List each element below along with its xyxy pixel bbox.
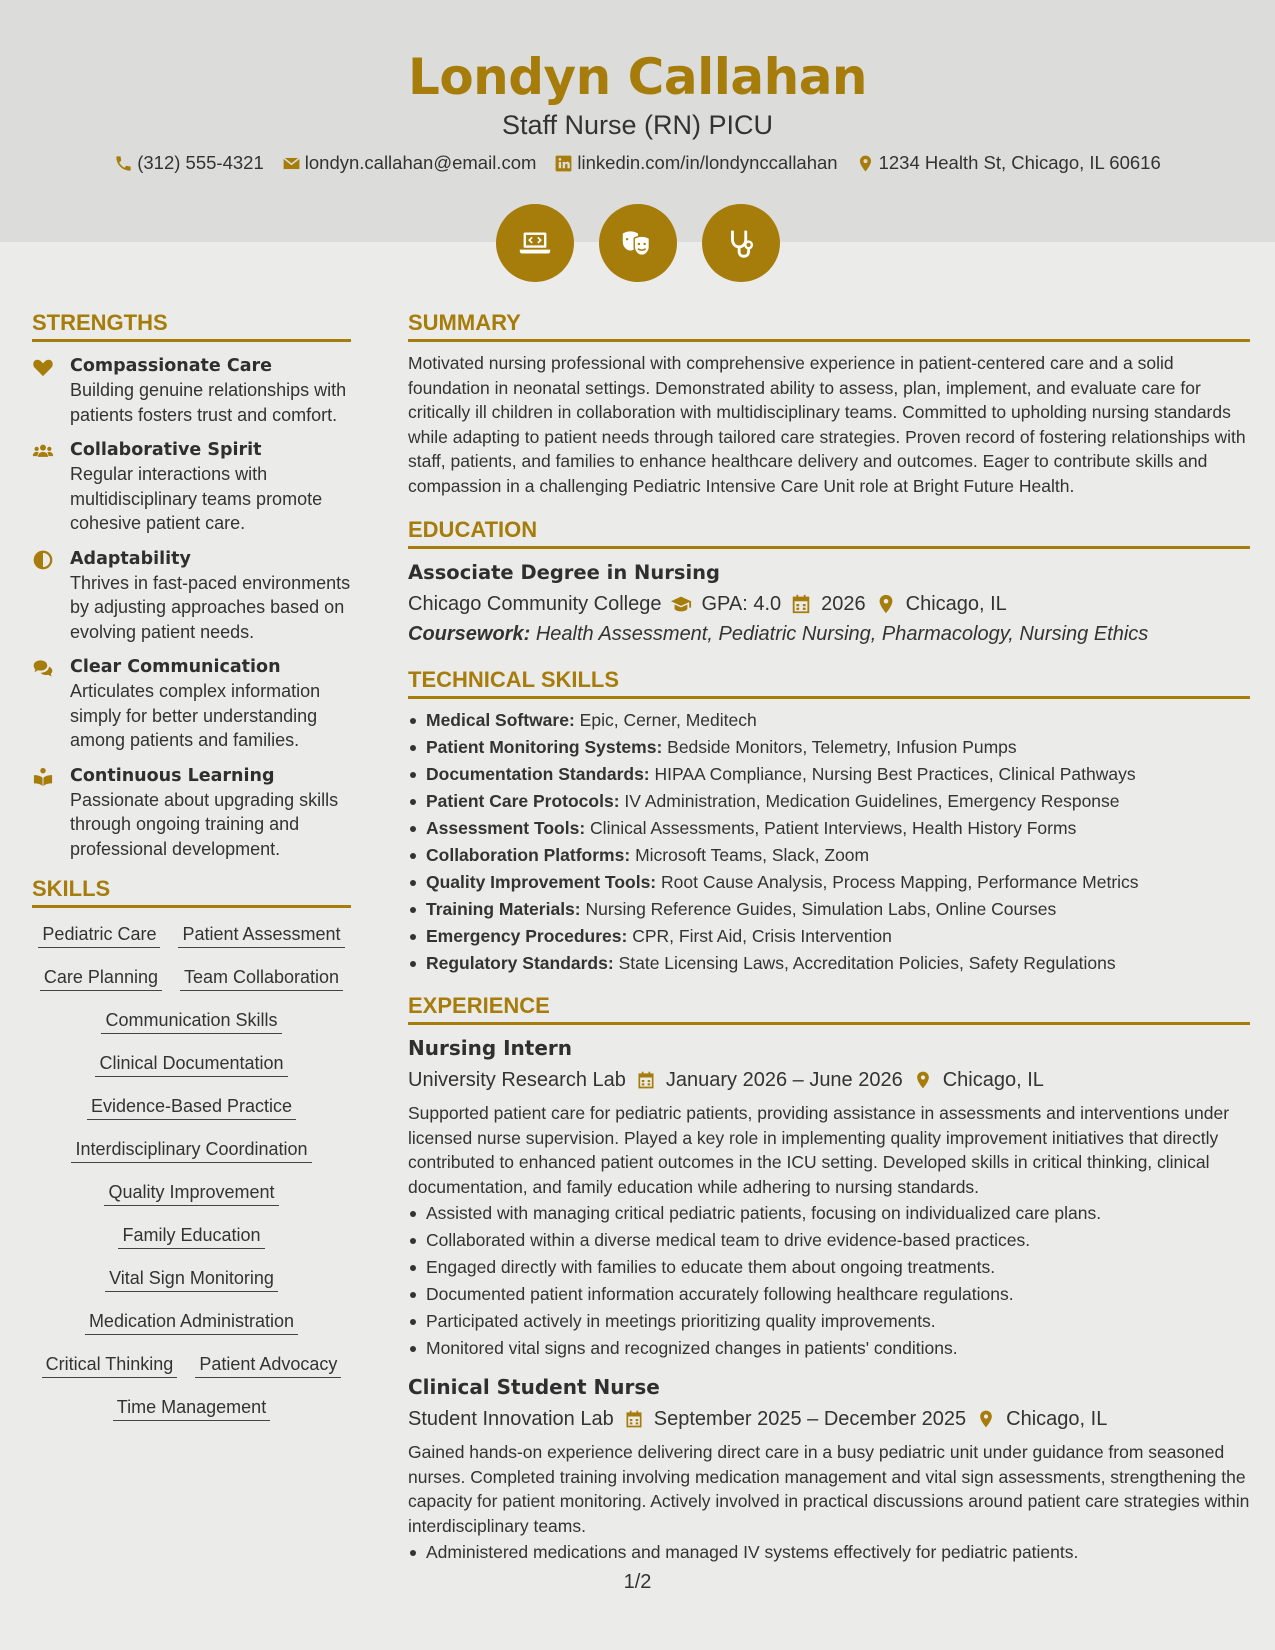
skill-tag: Critical Thinking	[42, 1352, 178, 1378]
list-item: Collaborated within a diverse medical team to drive evidence-based practices.	[408, 1227, 1250, 1254]
graduation-year: 2026	[821, 593, 866, 615]
linkedin-icon	[554, 154, 573, 173]
envelope-icon	[282, 154, 301, 173]
contact-bar	[0, 152, 1275, 174]
list-item: Documentation Standards: HIPAA Compliance, Nursing Best Practices, Clinical Pathways	[408, 761, 1250, 788]
list-item: Administered medications and managed IV systems effectively for pediatric patients.	[408, 1539, 1250, 1566]
linkedin-text: linkedin.com/in/londynccallahan	[577, 152, 838, 173]
map-marker-icon	[875, 593, 897, 615]
skill-tag: Patient Assessment	[178, 922, 344, 948]
skill-tag: Pediatric Care	[38, 922, 160, 948]
map-marker-icon	[856, 154, 875, 173]
skill-tag: Family Education	[118, 1223, 264, 1249]
header-badges	[0, 204, 1275, 282]
job-location: Chicago, IL	[1006, 1408, 1108, 1430]
list-item: Emergency Procedures: CPR, First Aid, Crisis Intervention	[408, 923, 1250, 950]
list-item: Patient Monitoring Systems: Bedside Monitors, Telemetry, Infusion Pumps	[408, 734, 1250, 761]
contact-phone	[114, 152, 264, 174]
education-details	[408, 591, 1250, 617]
strength-title: Adaptability	[70, 548, 191, 569]
candidate-name: Londyn Callahan	[407, 48, 868, 106]
strength-title: Compassionate Care	[70, 356, 273, 376]
address-text: 1234 Health St, Chicago, IL 60616	[878, 152, 1161, 173]
contact-linkedin[interactable]	[554, 152, 837, 174]
strengths-list	[32, 354, 351, 861]
strength-desc: Regular interactions with multidisciplinary teams promote cohesive patient care.	[70, 464, 323, 533]
list-item: Monitored vital signs and recognized changes in patients' conditions.	[408, 1335, 1250, 1362]
strength-item	[32, 655, 351, 753]
strength-title: Collaborative Spirit	[70, 440, 262, 460]
strength-item	[32, 354, 351, 427]
list-item: Assessment Tools: Clinical Assessments, Patient Interviews, Health History Forms	[408, 815, 1250, 842]
users-icon	[32, 441, 54, 461]
skill-tag: Care Planning	[40, 965, 162, 991]
job-bullets	[408, 1539, 1250, 1566]
degree-title: Associate Degree in Nursing	[408, 561, 720, 584]
job-role: Clinical Student Nurse	[408, 1375, 660, 1399]
page-number: 1/2	[623, 1571, 652, 1593]
skill-tag: Quality Improvement	[104, 1180, 278, 1206]
list-item: Participated actively in meetings prioritizing quality improvements.	[408, 1308, 1250, 1335]
right-column	[408, 310, 1250, 1566]
theater-masks-icon	[599, 204, 677, 282]
map-marker-icon	[976, 1409, 996, 1429]
job-org: University Research Lab	[408, 1069, 626, 1091]
stethoscope-icon	[702, 204, 780, 282]
calendar-icon	[790, 593, 812, 615]
book-reader-icon	[32, 767, 54, 787]
job-location: Chicago, IL	[942, 1069, 1044, 1091]
list-item: Assisted with managing critical pediatric patients, focusing on individualized care plans.	[408, 1200, 1250, 1227]
skills-heading: SKILLS	[32, 876, 351, 908]
laptop-code-icon	[496, 204, 574, 282]
comments-icon	[32, 658, 54, 678]
list-item: Quality Improvement Tools: Root Cause Analysis, Process Mapping, Performance Metrics	[408, 869, 1250, 896]
strength-desc: Building genuine relationships with patients fosters trust and comfort.	[70, 380, 347, 425]
half-circle-icon	[32, 550, 54, 570]
job-bullets	[408, 1200, 1250, 1362]
list-item: Training Materials: Nursing Reference Guides, Simulation Labs, Online Courses	[408, 896, 1250, 923]
summary-text: Motivated nursing professional with comprehensive experience in patient-centered care and a solid foundation in neonatal settings. Demonstrated ability to assess, plan, implement, and evaluate care for critically ill children in collaboration with multidisciplinary teams. Committed to upholding nursing standards while adapting to patient needs through tailored care strategies. Proven record of fostering relationships with staff, patients, and families to enhance healthcare delivery and outcomes. Eager to contribute skills and compassion in a challenging Pediatric Intensive Care Unit role at Bright Future Health.	[408, 353, 1246, 496]
phone-icon	[114, 154, 133, 173]
list-item: Medical Software: Epic, Cerner, Meditech	[408, 707, 1250, 734]
job-dates: January 2026 – June 2026	[665, 1069, 903, 1091]
job-role: Nursing Intern	[408, 1036, 573, 1060]
technical-skills-heading: TECHNICAL SKILLS	[408, 667, 1250, 699]
calendar-icon	[624, 1409, 644, 1429]
strength-title: Clear Communication	[70, 657, 281, 677]
email-text: londyn.callahan@email.com	[304, 152, 537, 173]
school-name: Chicago Community College	[408, 593, 662, 615]
map-marker-icon	[913, 1070, 933, 1090]
coursework-label: Coursework:	[408, 623, 531, 645]
skill-tag: Medication Administration	[85, 1309, 298, 1335]
list-item: Regulatory Standards: State Licensing Laws, Accreditation Policies, Safety Regulations	[408, 950, 1250, 977]
strength-item	[32, 547, 351, 645]
phone-text: (312) 555-4321	[137, 152, 264, 173]
contact-address	[856, 152, 1161, 174]
school-location: Chicago, IL	[905, 593, 1007, 615]
strength-title: Continuous Learning	[70, 765, 275, 786]
education-heading: EDUCATION	[408, 517, 1250, 549]
job-dates: September 2025 – December 2025	[653, 1408, 967, 1430]
strength-item	[32, 438, 351, 536]
job-description: Supported patient care for pediatric patients, providing assistance in assessments and interventions under licensed nurse supervision. Played a key role in implementing quality improvement initiatives that directly contributed to enhanced patient outcomes in the ICU setting. Developed skills in critical thinking, clinical documentation, and family education while adhering to nursing standards.	[408, 1103, 1230, 1197]
skill-tag: Evidence-Based Practice	[87, 1094, 296, 1120]
strength-desc: Passionate about upgrading skills through ongoing training and professional development.	[70, 789, 339, 859]
skill-tag: Communication Skills	[101, 1008, 281, 1034]
strengths-heading: STRENGTHS	[32, 310, 351, 342]
list-item: Patient Care Protocols: IV Administration, Medication Guidelines, Emergency Response	[408, 788, 1250, 815]
technical-skills-list	[408, 707, 1250, 977]
list-item: Documented patient information accurately following healthcare regulations.	[408, 1281, 1250, 1308]
coursework-list: Health Assessment, Pediatric Nursing, Pharmacology, Nursing Ethics	[535, 623, 1149, 645]
job-org: Student Innovation Lab	[408, 1408, 614, 1430]
job-details	[408, 1406, 1250, 1432]
contact-email[interactable]	[282, 152, 537, 174]
calendar-icon	[636, 1070, 656, 1090]
skill-tag: Team Collaboration	[180, 965, 343, 991]
left-column	[32, 310, 351, 1421]
list-item: Collaboration Platforms: Microsoft Teams, Slack, Zoom	[408, 842, 1250, 869]
heart-icon	[32, 357, 54, 377]
experience-heading: EXPERIENCE	[408, 993, 1250, 1025]
summary-heading: SUMMARY	[408, 310, 1250, 342]
list-item: Engaged directly with families to educate them about ongoing treatments.	[408, 1254, 1250, 1281]
strength-item	[32, 764, 351, 862]
skill-tag: Interdisciplinary Coordination	[71, 1137, 311, 1163]
skill-tag: Vital Sign Monitoring	[105, 1266, 278, 1292]
skill-tag: Time Management	[113, 1395, 270, 1421]
job-description: Gained hands-on experience delivering direct care in a busy pediatric unit under guidance from seasoned nurses. Completed training involving medication management and vital sign assessments, strengthening the capacity for patient monitoring. Actively involved in practical discussions around patient care strategies within interdisciplinary teams.	[408, 1442, 1250, 1536]
strength-desc: Articulates complex information simply for better understanding among patients and families.	[70, 681, 321, 750]
strength-desc: Thrives in fast-paced environments by adjusting approaches based on evolving patient needs.	[70, 572, 351, 642]
job-details	[408, 1067, 1250, 1093]
graduation-cap-icon	[670, 593, 692, 615]
gpa-text: GPA: 4.0	[701, 593, 782, 615]
candidate-title: Staff Nurse (RN) PICU	[501, 110, 774, 140]
skills-tags	[32, 922, 351, 1421]
skill-tag: Patient Advocacy	[195, 1352, 341, 1378]
coursework	[408, 621, 1250, 648]
skill-tag: Clinical Documentation	[95, 1051, 287, 1077]
